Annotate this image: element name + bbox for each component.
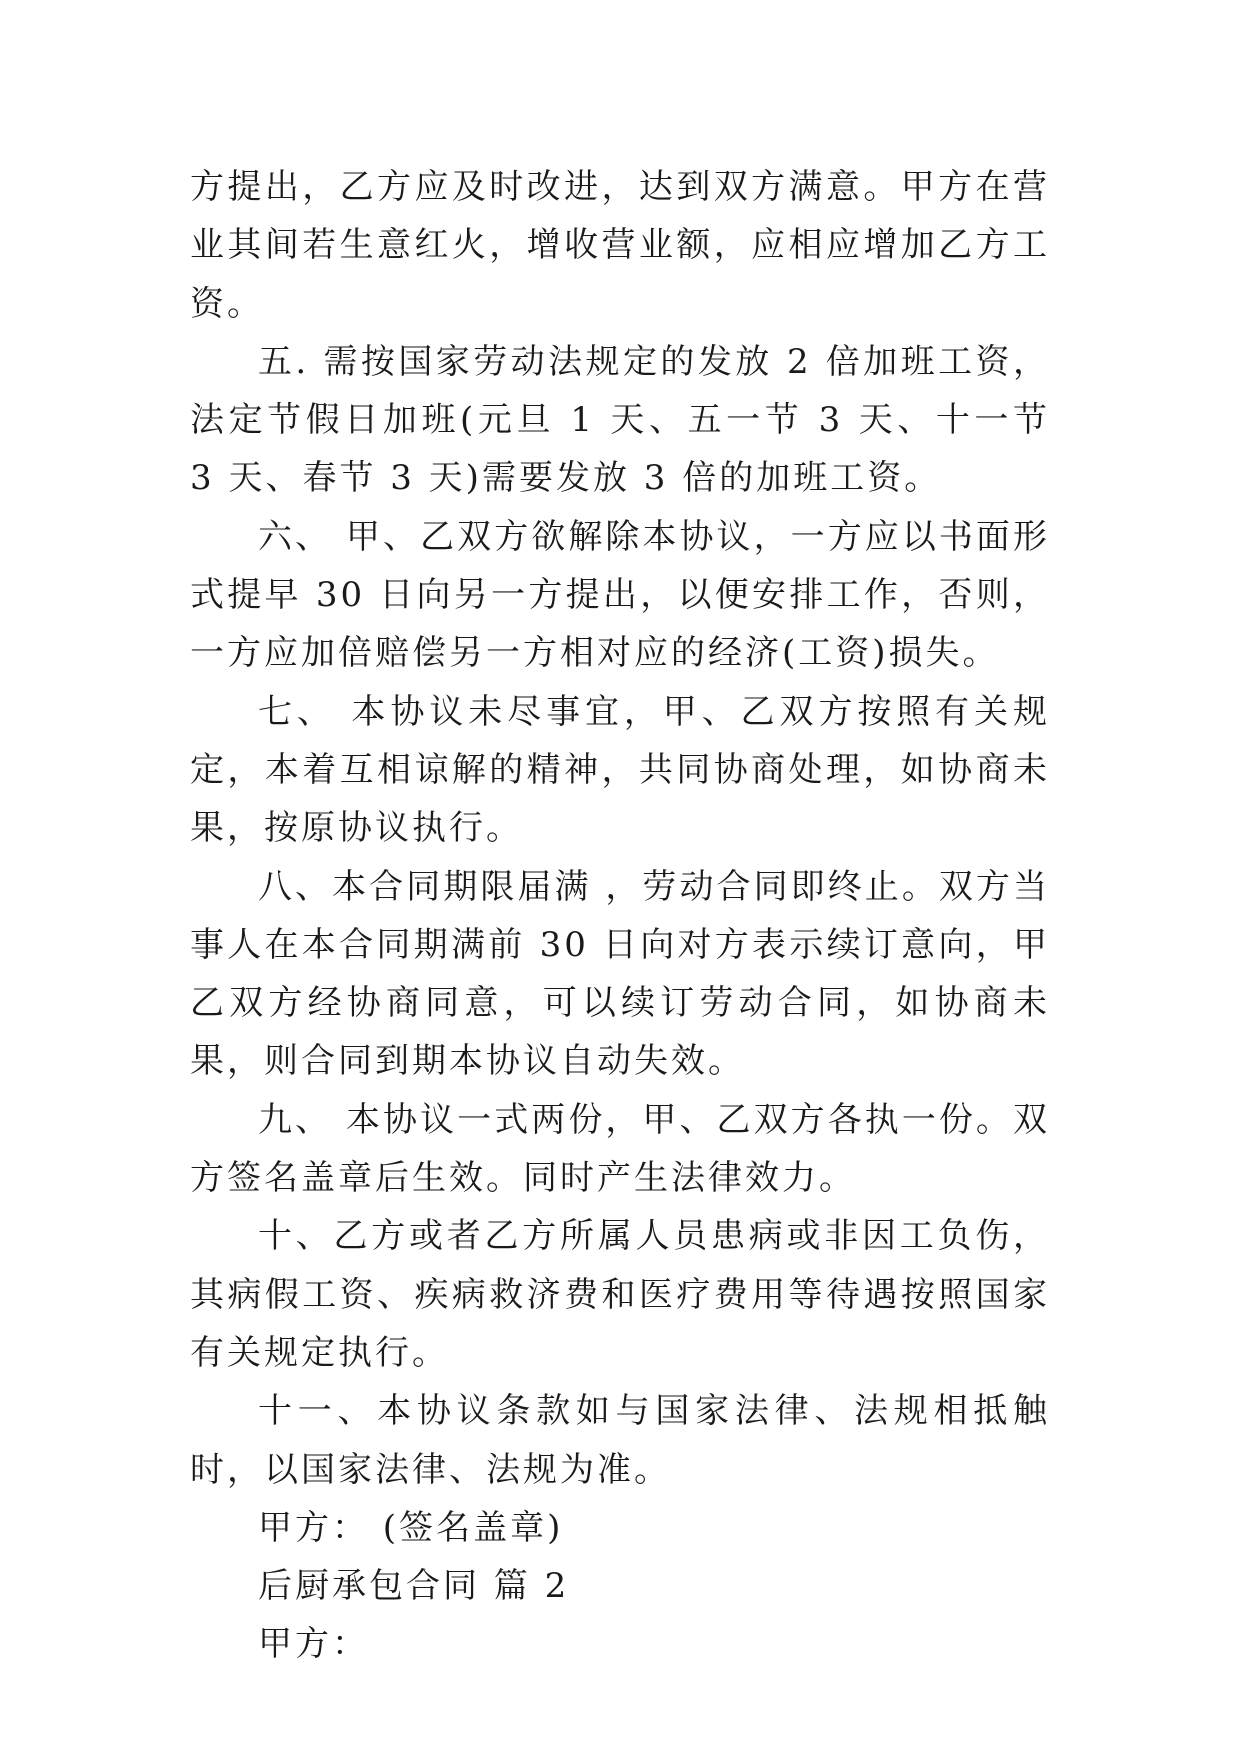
paragraph-clause-11: 十一、本协议条款如与国家法律、法规相抵触时，以国家法律、法规为准。 xyxy=(190,1391,1050,1490)
paragraph-clause-6: 六、 甲、乙双方欲解除本协议，一方应以书面形式提早 30 日向另一方提出，以便安排工作，否则，一方应加倍赔偿另一方相对应的经济(工资)损失。 xyxy=(190,516,1050,674)
paragraph-continuation: 方提出，乙方应及时改进，达到双方满意。甲方在营业其间若生意红火，增收营业额，应相应增加乙方工资。 xyxy=(190,167,1050,324)
paragraph-clause-9: 九、 本协议一式两份，甲、乙双方各执一份。双方签名盖章后生效。同时产生法律效力。 xyxy=(190,1099,1050,1199)
paragraph-clause-10: 十、乙方或者乙方所属人员患病或非因工负伤，其病假工资、疾病救济费和医疗费用等待遇按照国家有关规定执行。 xyxy=(190,1216,1050,1373)
section-title: 后厨承包合同 篇 2 xyxy=(258,1566,570,1607)
party-a-line: 甲方： xyxy=(258,1624,369,1665)
document-body xyxy=(190,158,1050,1674)
paragraph-clause-5: 五. 需按国家劳动法规定的发放 2 倍加班工资，法定节假日加班(元旦 1 天、五一节 3 天、十一节 3 天、春节 3 天)需要发放 3 倍的加班工资。 xyxy=(190,341,1050,499)
paragraph-clause-8: 八、本合同期限届满 ，劳动合同即终止。双方当事人在本合同期满前 30 日向对方表示续订意向，甲乙双方经协商同意，可以续订劳动合同，如协商未果，则合同到期本协议自动失效。 xyxy=(190,866,1050,1082)
party-a-signature-line: 甲方： (签名盖章) xyxy=(258,1507,564,1548)
paragraph-clause-7: 七、 本协议未尽事宜，甲、乙双方按照有关规定，本着互相谅解的精神，共同协商处理，如协商未果，按原协议执行。 xyxy=(190,691,1050,849)
